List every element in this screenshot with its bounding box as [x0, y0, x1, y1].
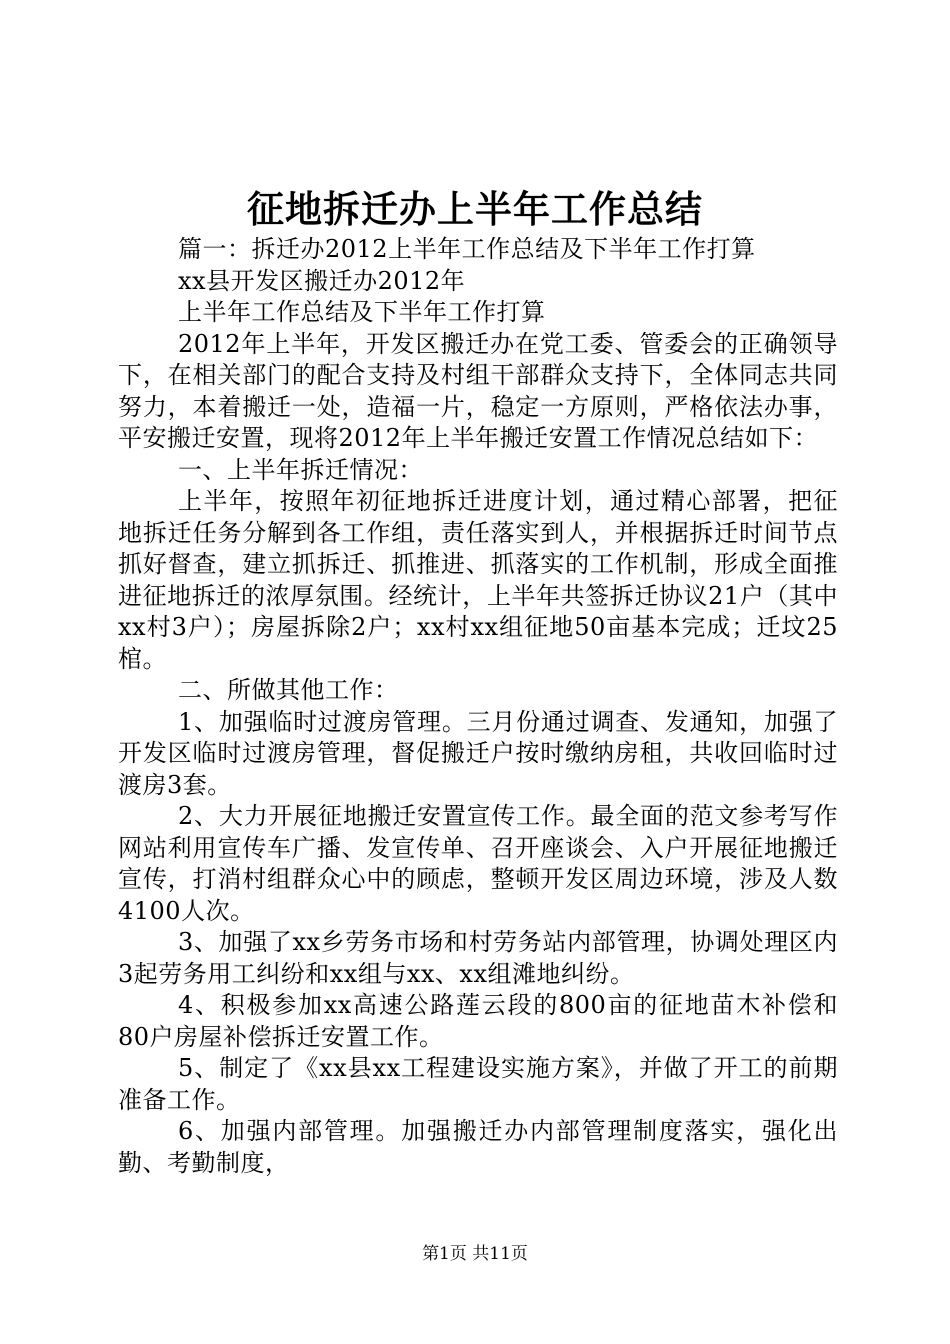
page-number: 第1页 共11页	[422, 1244, 528, 1264]
list-item: 4、积极参加xx高速公路莲云段的800亩的征地苗木补偿和80户房屋补偿拆迁安置工作。	[118, 991, 838, 1051]
paragraph-office: xx县开发区搬迁办2012年	[178, 266, 466, 295]
list-item: 6、加强内部管理。加强搬迁办内部管理制度落实，强化出勤、考勤制度，	[118, 1117, 838, 1177]
list-item: 5、制定了《xx县xx工程建设实施方案》，并做了开工的前期准备工作。	[118, 1054, 838, 1114]
list-item: 2、大力开展征地搬迁安置宣传工作。最全面的范文参考写作网站利用宣传车广播、发宣传单、召开座谈会、入户开展征地搬迁宣传，打消村组群众心中的顾虑，整顿开发区周边环境，涉及人数4100人次。	[118, 802, 838, 925]
paragraph-intro: 2012年上半年，开发区搬迁办在党工委、管委会的正确领导下，在相关部门的配合支持及村组干部群众支持下，全体同志共同努力，本着搬迁一处，造福一片，稳定一方原则，严格依法办事，平安搬迁安置，现将2012年上半年搬迁安置工作情况总结如下：	[118, 329, 838, 452]
section-heading-1: 一、上半年拆迁情况：	[178, 455, 423, 484]
paragraph-section-1: 上半年，按照年初征地拆迁进度计划，通过精心部署，把征地拆迁任务分解到各工作组，责任落实到人，并根据拆迁时间节点抓好督查，建立抓拆迁、抓推进、抓落实的工作机制，形成全面推进征地拆迁的浓厚氛围。经统计，上半年共签拆迁协议21户（其中xx村3户）；房屋拆除2户；xx村xx组征地50亩基本完成；迁坟25棺。	[118, 487, 838, 673]
section-heading-2: 二、所做其他工作：	[178, 676, 399, 704]
paragraph-heading: 篇一：拆迁办2012上半年工作总结及下半年工作打算	[178, 235, 756, 263]
paragraph-subtitle: 上半年工作总结及下半年工作打算	[178, 298, 546, 326]
list-item: 1、加强临时过渡房管理。三月份通过调查、发通知，加强了开发区临时过渡房管理，督促搬迁户按时缴纳房租，共收回临时过渡房3套。	[118, 707, 838, 799]
document-title: 征地拆迁办上半年工作总结	[247, 187, 703, 231]
list-item: 3、加强了xx乡劳务市场和村劳务站内部管理，协调处理区内3起劳务用工纠纷和xx组与xx、xx组滩地纠纷。	[118, 928, 838, 988]
document-body	[118, 234, 838, 1179]
